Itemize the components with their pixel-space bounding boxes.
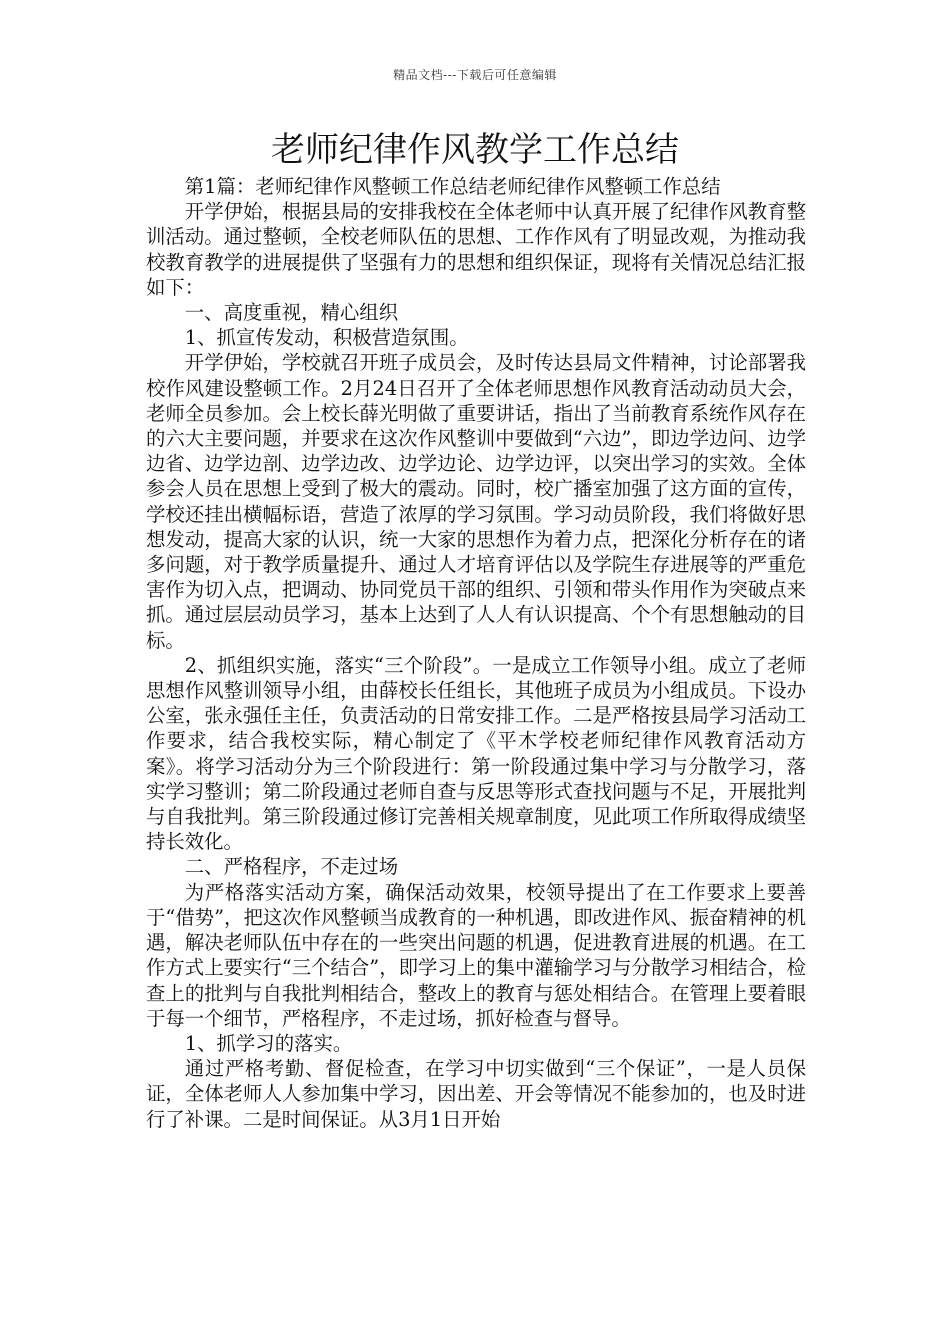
paragraph-procedure: 为严格落实活动方案，确保活动效果，校领导提出了在工作要求上要善于“借势”，把这次作风整顿当成教育的一种机遇，即改进作风、振奋精神的机遇，解决老师队伍中存在的一些突出问题的机遇，促进教育进展的机遇。在工作方式上要实行“三个结合”，即学习上的集中灌输学习与分散学习相结合，检查上的批判与自我批判相结合，整改上的教育与惩处相结合。在管理上要着眼于每一个细节，严格程序，不走过场，抓好检查与督导。 <box>146 880 806 1030</box>
paragraph-part-heading: 第1篇：老师纪律作风整顿工作总结老师纪律作风整顿工作总结 <box>184 175 721 198</box>
document-body <box>146 174 806 1132</box>
subsection-heading-1-1: 1、抓宣传发动，积极营造氛围。 <box>184 326 469 350</box>
paragraph-publicity: 开学伊始，学校就召开班子成员会，及时传达县局文件精神，讨论部署我校作风建设整顿工作。2月24日召开了全体老师思想作风教育活动动员大会，老师全员参加。会上校长薛光明做了重要讲话，指出了当前教育系统作风存在的六大主要问题，并要求在这次作风整训中要做到“六边”，即边学边问、边学边省、边学边剖、边学边改、边学边论、边学边评，以突出学习的实效。全体参会人员在思想上受到了极大的震动。同时，校广播室加强了这方面的宣传，学校还挂出横幅标语，营造了浓厚的学习氛围。学习动员阶段，我们将做好思想发动，提高大家的认识，统一大家的思想作为着力点，把深化分析存在的诸多问题，对于教学质量提升、通过人才培育评估以及学院生存进展等的严重危害作为切入点，把调动、协同党员干部的组织、引领和带头作用作为突破点来抓。通过层层动员学习，基本上达到了人人有认识提高、个个有思想触动的目标。 <box>146 351 806 652</box>
document-title: 老师纪律作风教学工作总结 <box>271 130 679 170</box>
paragraph-study: 通过严格考勤、督促检查，在学习中切实做到“三个保证”，一是人员保证，全体老师人人参加集中学习，因出差、开会等情况不能参加的，也及时进行了补课。二是时间保证。从3月1日开始 <box>146 1057 806 1131</box>
section-heading-1: 一、高度重视，精心组织 <box>184 301 399 325</box>
section-heading-2: 二、严格程序，不走过场 <box>184 855 399 879</box>
page-header: 精品文档---下载后可任意编辑 <box>393 68 557 82</box>
paragraph-organization: 2、抓组织实施，落实“三个阶段”。一是成立工作领导小组。成立了老师思想作风整训领导小组，由薛校长任组长，其他班子成员为小组成员。下设办公室，张永强任主任，负责活动的日常安排工作。二是严格按县局学习活动工作要求，结合我校实际，精心制定了《平木学校老师纪律作风教育活动方案》。将学习活动分为三个阶段进行：第一阶段通过集中学习与分散学习，落实学习整训；第二阶段通过老师自查与反思等形式查找问题与不足，开展批判与自我批判。第三阶段通过修订完善相关规章制度，见此项工作所取得成绩坚持长效化。 <box>146 653 806 854</box>
subsection-heading-2-1: 1、抓学习的落实。 <box>184 1031 353 1055</box>
paragraph-intro: 开学伊始，根据县局的安排我校在全体老师中认真开展了纪律作风教育整训活动。通过整顿，全校老师队伍的思想、工作作风有了明显改观，为推动我校教育教学的进展提供了坚强有力的思想和组织保证，现将有关情况总结汇报如下： <box>146 200 806 299</box>
